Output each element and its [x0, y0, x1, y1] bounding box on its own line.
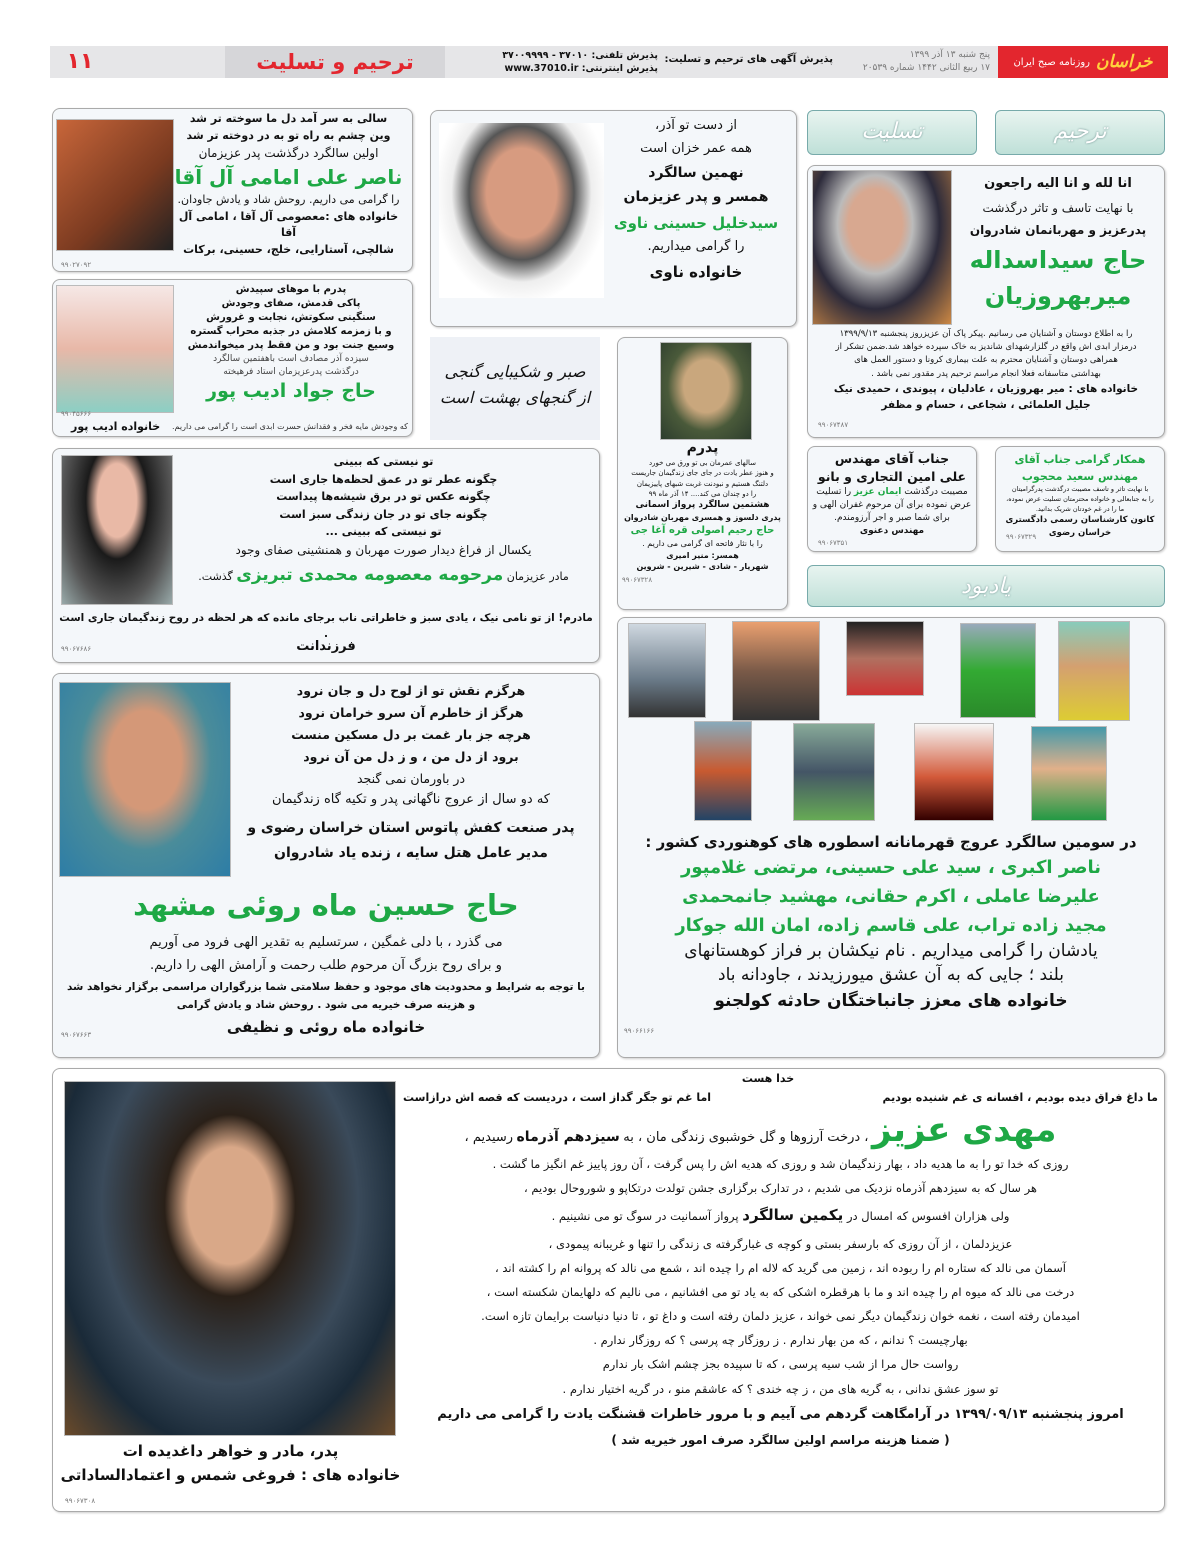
intro-text: در سومین سالگرد عروج قهرمانانه اسطوره های کوهنوردی کشور : [645, 833, 1137, 851]
climber-photo [846, 621, 924, 696]
tab-tarhim[interactable]: ترحیم [995, 110, 1165, 155]
verse-line: بهارچیست ؟ ندانم ، که من بهار ندارم . ز روزگار چه پرسی ؟ که روزگار ندارم . [593, 1333, 968, 1348]
body-text: که وجودش مایه فخر و فقدانش حسرت ابدی است را گرامی می داریم. [171, 422, 408, 431]
deceased-name: حاج جواد ادیب پور [206, 380, 376, 403]
charity-notice: ( ضمنا هزینه مراسم اولین سالگرد صرف امور خیریه شد ) [611, 1433, 950, 1448]
verse-line: از دست تو آذر، [655, 118, 737, 133]
recipient-name: علی امین التجاری و بانو [817, 469, 967, 485]
verse-line: تو نیستی که ببینی ... [325, 525, 442, 539]
ad-code: ۹۹۰۶۷۶۶۳ [61, 1031, 92, 1039]
body-text: ، درخت آرزوها و گل خوشبوی زندگی مان ، به [623, 1130, 869, 1145]
ad-mahrooyi [52, 673, 600, 1058]
anniversary-label: نهمین سالگرد [648, 164, 744, 181]
body-text: و برای روح بزرگ آن مرحوم طلب رحمت و آرامش الهی را داریم. [150, 957, 502, 973]
portrait-photo [64, 1081, 396, 1436]
body-text: گذشت. [198, 570, 233, 584]
body-text: پرواز آسمانیت در سوگ تو می نشینیم . [551, 1209, 739, 1224]
section-title: ترحیم و تسلیت [225, 46, 445, 78]
body-text: ولی هزاران افسوس که امسال در [846, 1209, 1010, 1224]
intro-text: با نهایت تاسف و تاثر درگذشت [982, 200, 1134, 215]
body-text: درخت می نالد که میوه ام را چیده اند و ما با هرقطره اشکی که به یاد تو می افشانیم ، می نالیم که دلهایمان شکسته است ، [486, 1285, 1075, 1300]
calligraphy-line: صبر و شکیبایی گنجی [444, 362, 586, 381]
signature: مهندس دعنوی [859, 526, 925, 537]
body-text: با نهایت تاثر و تاسف مصیبت درگذشت پدرگرامیتان [1011, 485, 1149, 493]
newspaper-logo [998, 46, 1168, 78]
body-text: دلتنگ هستیم و نبودنت غربت شبهای پاییزیمان [636, 479, 769, 488]
climber-photo [628, 623, 706, 718]
family-signature: همسر: منیر امیری [666, 550, 739, 560]
website-link[interactable]: پذیرش اینترنتی: www.37010.ir [504, 63, 658, 74]
verse-line: هرگز از خاطرم آن سرو خرامان نرود [298, 704, 524, 720]
portrait-photo [660, 342, 752, 440]
family-signature: شهریار - شادی - شیرین - شروین [636, 562, 769, 572]
body-text: و هنوز عطر یادت در جای جای زندگیمان جاریست [631, 469, 774, 478]
title-text: همکار گرامی جناب آقای [1014, 453, 1146, 466]
title: پدرم [686, 440, 719, 456]
body-text: یکسال از فراغ دیدار صورت مهربان و همنشینی صفای وجود [235, 542, 532, 557]
verse-line: هرگزم نقش تو از لوح دل و جان نرود [296, 683, 526, 698]
family-signature: فرزندانت [296, 639, 356, 654]
body-text: رسیدیم ، [464, 1130, 514, 1145]
deceased-names: علیرضا عاملی ، اکرم حقانی، مهشید جانمحمدی [682, 885, 1100, 907]
body-text: که دو سال از عروج ناگهانی پدر و تکیه گاه زندگیمان [271, 792, 550, 808]
calligraphy-line: از گنجهای بهشت است [439, 387, 591, 407]
verse-line: پدرم با موهای سپیدش [235, 284, 347, 295]
verse-line: تو سوز عشق ندانی ، به گریه های من ، ز چه خندی ؟ که عاشقم منو ، در گریه اختیار ندارم . [562, 1381, 999, 1396]
deceased-name: مهدی عزیز [872, 1110, 1057, 1150]
climber-photo [793, 723, 875, 821]
ad-mirbehrouzian [807, 165, 1165, 438]
body-text: مصیبت درگذشت [904, 487, 968, 498]
verse-line: پاکی قدمش، صفای وجودش [221, 298, 361, 309]
body-text: درمزار ابدی اش واقع در گلزارشهدای شاندیز به خاک سپرده خواهد شد.ضمن تشکر از [835, 342, 1137, 353]
verse-line: هرچه جز بار غمت بر دل مسکین منست [291, 726, 531, 742]
portrait-photo [439, 123, 604, 298]
ad-kolajnu-climbers [617, 617, 1165, 1058]
page-number: ۱۱ [66, 49, 94, 74]
ad-amin-altojari [807, 446, 977, 552]
deceased-name: سیدخلیل حسینی ناوی [613, 213, 779, 232]
body-text: را گرامی می داریم. روحش شاد و یادش جاودان. [177, 193, 400, 206]
body-text: هر سال که به سیزدهم آذرماه نزدیک می شدیم ، در تدارک برگزاری جشن تولدت درتکاپو و شوروحال بودیم ، [524, 1181, 1037, 1196]
body-text: را به جنابعالی و خانواده محترمتان تسلیت عرض نموده، [1006, 494, 1154, 503]
body-text: بلند ؛ جایی که به آن عشق میورزیدند ، جاودانه باد [718, 965, 1064, 986]
verse-line: سنگینی سکوتش، نجابت و غرورش [206, 312, 376, 323]
body-text: را گرامی میداریم. [647, 238, 745, 254]
deceased-name: ناصر علی امامی آل آقا [174, 165, 403, 189]
header-bar [50, 46, 1168, 78]
body-text: را با نثار فاتحه ای گرامی می داریم . [642, 539, 763, 548]
body-text: را دو چندان می کند.... ۱۴ آذر ماه ۹۹ [648, 489, 757, 498]
deceased-names: مجید زاده تراب، علی قاسم زاده، امان الله جوکار [675, 914, 1107, 936]
verse-line: رواست حال مرا از شب سیه پرسی ، که تا سپیده بجز چشم اشک بار ندارم [602, 1357, 959, 1372]
family-names: شالچی، آستارایی، خلج، حسینی، برکات [183, 242, 394, 256]
date-hijri: ۱۷ ربیع الثانی ۱۴۴۲ شماره ۲۰۵۳۹ [862, 63, 990, 73]
ad-code: ۹۹۰۶۷۳۲۹ [1006, 533, 1037, 541]
family-names: جلیل العلمائی ، شجاعی ، حسام و مظفر [881, 398, 1091, 411]
climber-photo [1031, 726, 1107, 821]
deceased-name: مرحومه معصومه محمدی تبریزی [236, 565, 504, 586]
ad-naser-emami [52, 108, 413, 272]
tab-yadbood[interactable]: یادبود [807, 565, 1165, 607]
body-text: درگذشت پدرعزیزمان استاد فرهیخته [223, 366, 359, 377]
ads-label: پذیرش آگهی های ترحیم و تسلیت: [664, 54, 833, 65]
heading: خدا هست [741, 1072, 795, 1085]
title-text: پدر صنعت کفش پاتوس استان خراسان رضوی و [247, 820, 575, 837]
phone-number: پذیرش تلفنی: ۳۷۰۱۰ - ۳۷۰۰۹۹۹۹ [502, 50, 658, 61]
ad-code: ۹۹۰۶۷۳۵۱ [818, 539, 849, 547]
deceased-name: ایمان عزیز [853, 487, 902, 498]
date-highlight: سیزدهم آذرماه [516, 1129, 620, 1145]
signature: کانون کارشناسان رسمی دادگستری [1005, 515, 1155, 526]
climber-photo [914, 723, 994, 821]
ad-adibpour [52, 279, 413, 437]
notice-text: با توجه به شرایط و محدودیت های موجود و حفظ سلامتی شما بزرگواران مراسمی برگزار نخواهد شد [66, 980, 586, 993]
ad-navi [430, 110, 797, 327]
deceased-name: حاج حسین ماه روئی مشهد [133, 888, 519, 922]
verse-line: اما غم تو جگر گداز است ، دردیست که قصه اش درازاست [403, 1091, 712, 1104]
body-text: یادشان را گرامی میداریم . نام نیکشان بر فراز کوهستانهای [684, 941, 1098, 962]
body-text: را به اطلاع دوستان و آشنایان می رسانیم .پیکر پاک آن عزیزروز پنجشنبه ۱۳۹۹/۹/۱۳ [839, 329, 1133, 339]
relation-text: همسر و پدر عزیزمان [623, 189, 769, 205]
deceased-name: میربهروزیان [984, 282, 1132, 311]
issue-date [863, 49, 990, 75]
title-text: مدیر عامل هتل سایه ، زنده یاد شادروان [274, 844, 548, 861]
relation-text: پدرعزیز و مهربانمان شادروان [969, 223, 1147, 238]
body-text: آسمان می نالد که ستاره ام را ربوده اند ، زمین می گرید که لاله ام را چیده اند ، شمع می نالد که پروانه ام را کشته اند ، [494, 1260, 1067, 1275]
verse-line: تو نیستی که ببینی [333, 455, 434, 468]
climber-photo [732, 621, 820, 721]
climber-photo [1058, 621, 1130, 721]
climber-photo [694, 721, 752, 821]
body-text: برای شما صبر و اجر آرزومندم. [834, 513, 950, 524]
verse-line: چگونه عکس تو در برق شیشه‌ها پیداست [276, 490, 491, 504]
family-signature: پدر، مادر و خواهر داغدیده ات [122, 1442, 339, 1460]
verse-line: برود از دل من ، و ز دل من آن نرود [303, 748, 519, 764]
portrait-photo [812, 170, 952, 325]
verse-line: همه عمر خزان است [640, 140, 752, 156]
family-signature: خانواده های : فروغی شمس و اعتمادالساداتی [60, 1466, 401, 1484]
body-text: سیزده آذر مصادف است باهفتمین سالگرد [213, 354, 369, 364]
contact-info [502, 49, 658, 75]
body-text: بهداشتی متاسفانه فعلا انجام مراسم ترحیم پدر مقدور نمی باشد . [871, 368, 1101, 379]
verse-line: ما داغ فراق دیده بودیم ، افسانه ی غم شنیده بودیم [882, 1091, 1158, 1104]
deceased-names: ناصر اکبری ، سید علی حسینی، مرتضی غلامپور [681, 857, 1101, 878]
family-names: خانواده های : میر بهروزیان ، عادلیان ، پیوندی ، حمیدی نیک [833, 382, 1139, 395]
verse-line: سالی به سر آمد دل ما سوخته تر شد [189, 112, 388, 125]
body-text: در باورمان نمی گنجد [356, 770, 466, 786]
relation-text: پدری دلسوز و همسری مهربان شادروان [624, 512, 781, 522]
portrait-photo [61, 455, 173, 605]
ad-code: ۹۹۰۶۷۳۲۸ [622, 576, 653, 584]
ad-code: ۹۹۰۲۷۰۹۲ [61, 261, 92, 269]
verse-line: وین چشم به راه تو به در دوخته تر شد [186, 128, 391, 142]
body-text: مادرم! از تو نامی نیک ، یادی سبز و خاطراتی ناب برجای مانده که هر لحظه در روح زندگیمان جاری است . [59, 612, 593, 640]
ad-code: ۹۹۰۶۶۱۶۶ [624, 1027, 655, 1035]
verse-line: چگونه عطر تو در عمق لحظه‌ها جاری است [269, 472, 498, 486]
body-text: عرض نموده برای آن مرحوم غفران الهی و [812, 500, 972, 511]
ceremony-notice: امروز پنجشنبه ۱۳۹۹/۰۹/۱۳ در آرامگاهت گردهم می آییم و با مرور خاطرات قشنگت یادت را گرامی می داریم [437, 1406, 1124, 1422]
deceased-name: حاج رحیم اصولی قره آغا جی [630, 524, 775, 536]
ad-code: ۹۹۰۶۷۳۰۸ [65, 1497, 96, 1505]
verse-line: و با زمزمه کلامش در جذبه محراب گستره [190, 326, 392, 337]
ad-mehdi-foroughi [52, 1068, 1165, 1512]
body-text: می گذرد ، با دلی غمگین ، سرتسلیم به تقدیر الهی فرود می آوریم [149, 935, 503, 950]
climber-photo [960, 623, 1036, 718]
ad-code: ۹۹۰۴۵۶۶۶ [61, 410, 92, 418]
anniversary-label: هشتمین سالگرد پرواز اسمانی [635, 499, 770, 510]
intro-text: اولین سالگرد درگذشت پدر عزیزمان [198, 146, 379, 160]
logo-text: خراسان [1096, 52, 1153, 72]
body-text: را تسلیت [816, 487, 852, 498]
ad-code: ۹۹۰۶۷۴۸۷ [818, 421, 849, 429]
ad-code: ۹۹۰۶۷۶۸۶ [61, 645, 92, 653]
deceased-name: حاج سیداسداله [969, 246, 1147, 275]
body-text: ما را در غم خودتان شریک بدانید. [1035, 504, 1125, 513]
verse-line: چگونه جای تو در جان زندگی سبز است [279, 507, 488, 521]
anniversary-label: یکمین سالگرد [742, 1206, 844, 1225]
family-signature: خانواده ناوی [649, 262, 743, 281]
body-text: امیدمان رفته است ، نغمه خوان زندگیمان دیگر نمی خواند ، عزیز دلمان رفته است و داغ تو ، تا دنیا دنیاست برایمان تازه است. [481, 1309, 1080, 1324]
body-text: عزیزدلمان ، از آن روزی که بارسفر بستی و کوچه ی غبارگرفته ی زندگی را تنها و غریبانه پیمودی ، [548, 1236, 1013, 1251]
title-text: جناب آقای مهندس [834, 451, 950, 466]
quran-verse: انا لله و انا الیه راجعون [984, 176, 1132, 191]
body-text: روزی که خدا تو را به ما هدیه داد ، بهار زندگیمان شد و روزی که هدیه اش را پس گرفت ، آن روز پاییز غم انگیز ما گشت . [492, 1157, 1069, 1171]
portrait-photo [56, 285, 174, 413]
portrait-photo [56, 119, 174, 251]
family-names: خانواده های :معصومی آل آقا ، امامی آل آقا [178, 209, 399, 239]
family-signature: خانواده های معزز جانباختگان حادثه کولجنو [714, 990, 1068, 1011]
calligraphy-panel [430, 337, 600, 440]
signature: خراسان رضوی [1048, 528, 1112, 538]
ad-mohammadi-tabrizi [52, 448, 600, 663]
verse-line: وسیع جنت بود و من فقط پدر میخواندمش [187, 340, 395, 351]
tab-tasliat[interactable]: تسلیت [807, 110, 977, 155]
body-text: سالهای عمرمان بی تو ورق می خورد [649, 459, 756, 468]
intro-text: مادر عزیزمان [506, 570, 569, 584]
ad-osouli [617, 337, 788, 610]
body-text: همراهی دوستان و آشنایان محترم به علت بیماری کرونا و دستور العمل های [854, 355, 1118, 366]
family-signature: خانواده ماه روئی و نظیفی [226, 1018, 426, 1037]
portrait-photo [59, 682, 231, 877]
notice-text: و هزینه صرف خیریه می شود . روحش شاد و یادش گرامی [176, 998, 476, 1011]
logo-subtitle: روزنامه صبح ایران [1013, 56, 1091, 68]
ad-mahjoob [995, 446, 1165, 552]
family-signature: خانواده ادیب پور [71, 420, 161, 433]
recipient-name: مهندس سعید محجوب [1021, 469, 1139, 483]
date-gregorian: پنج شنبه ۱۳ آذر ۱۳۹۹ [909, 50, 990, 60]
